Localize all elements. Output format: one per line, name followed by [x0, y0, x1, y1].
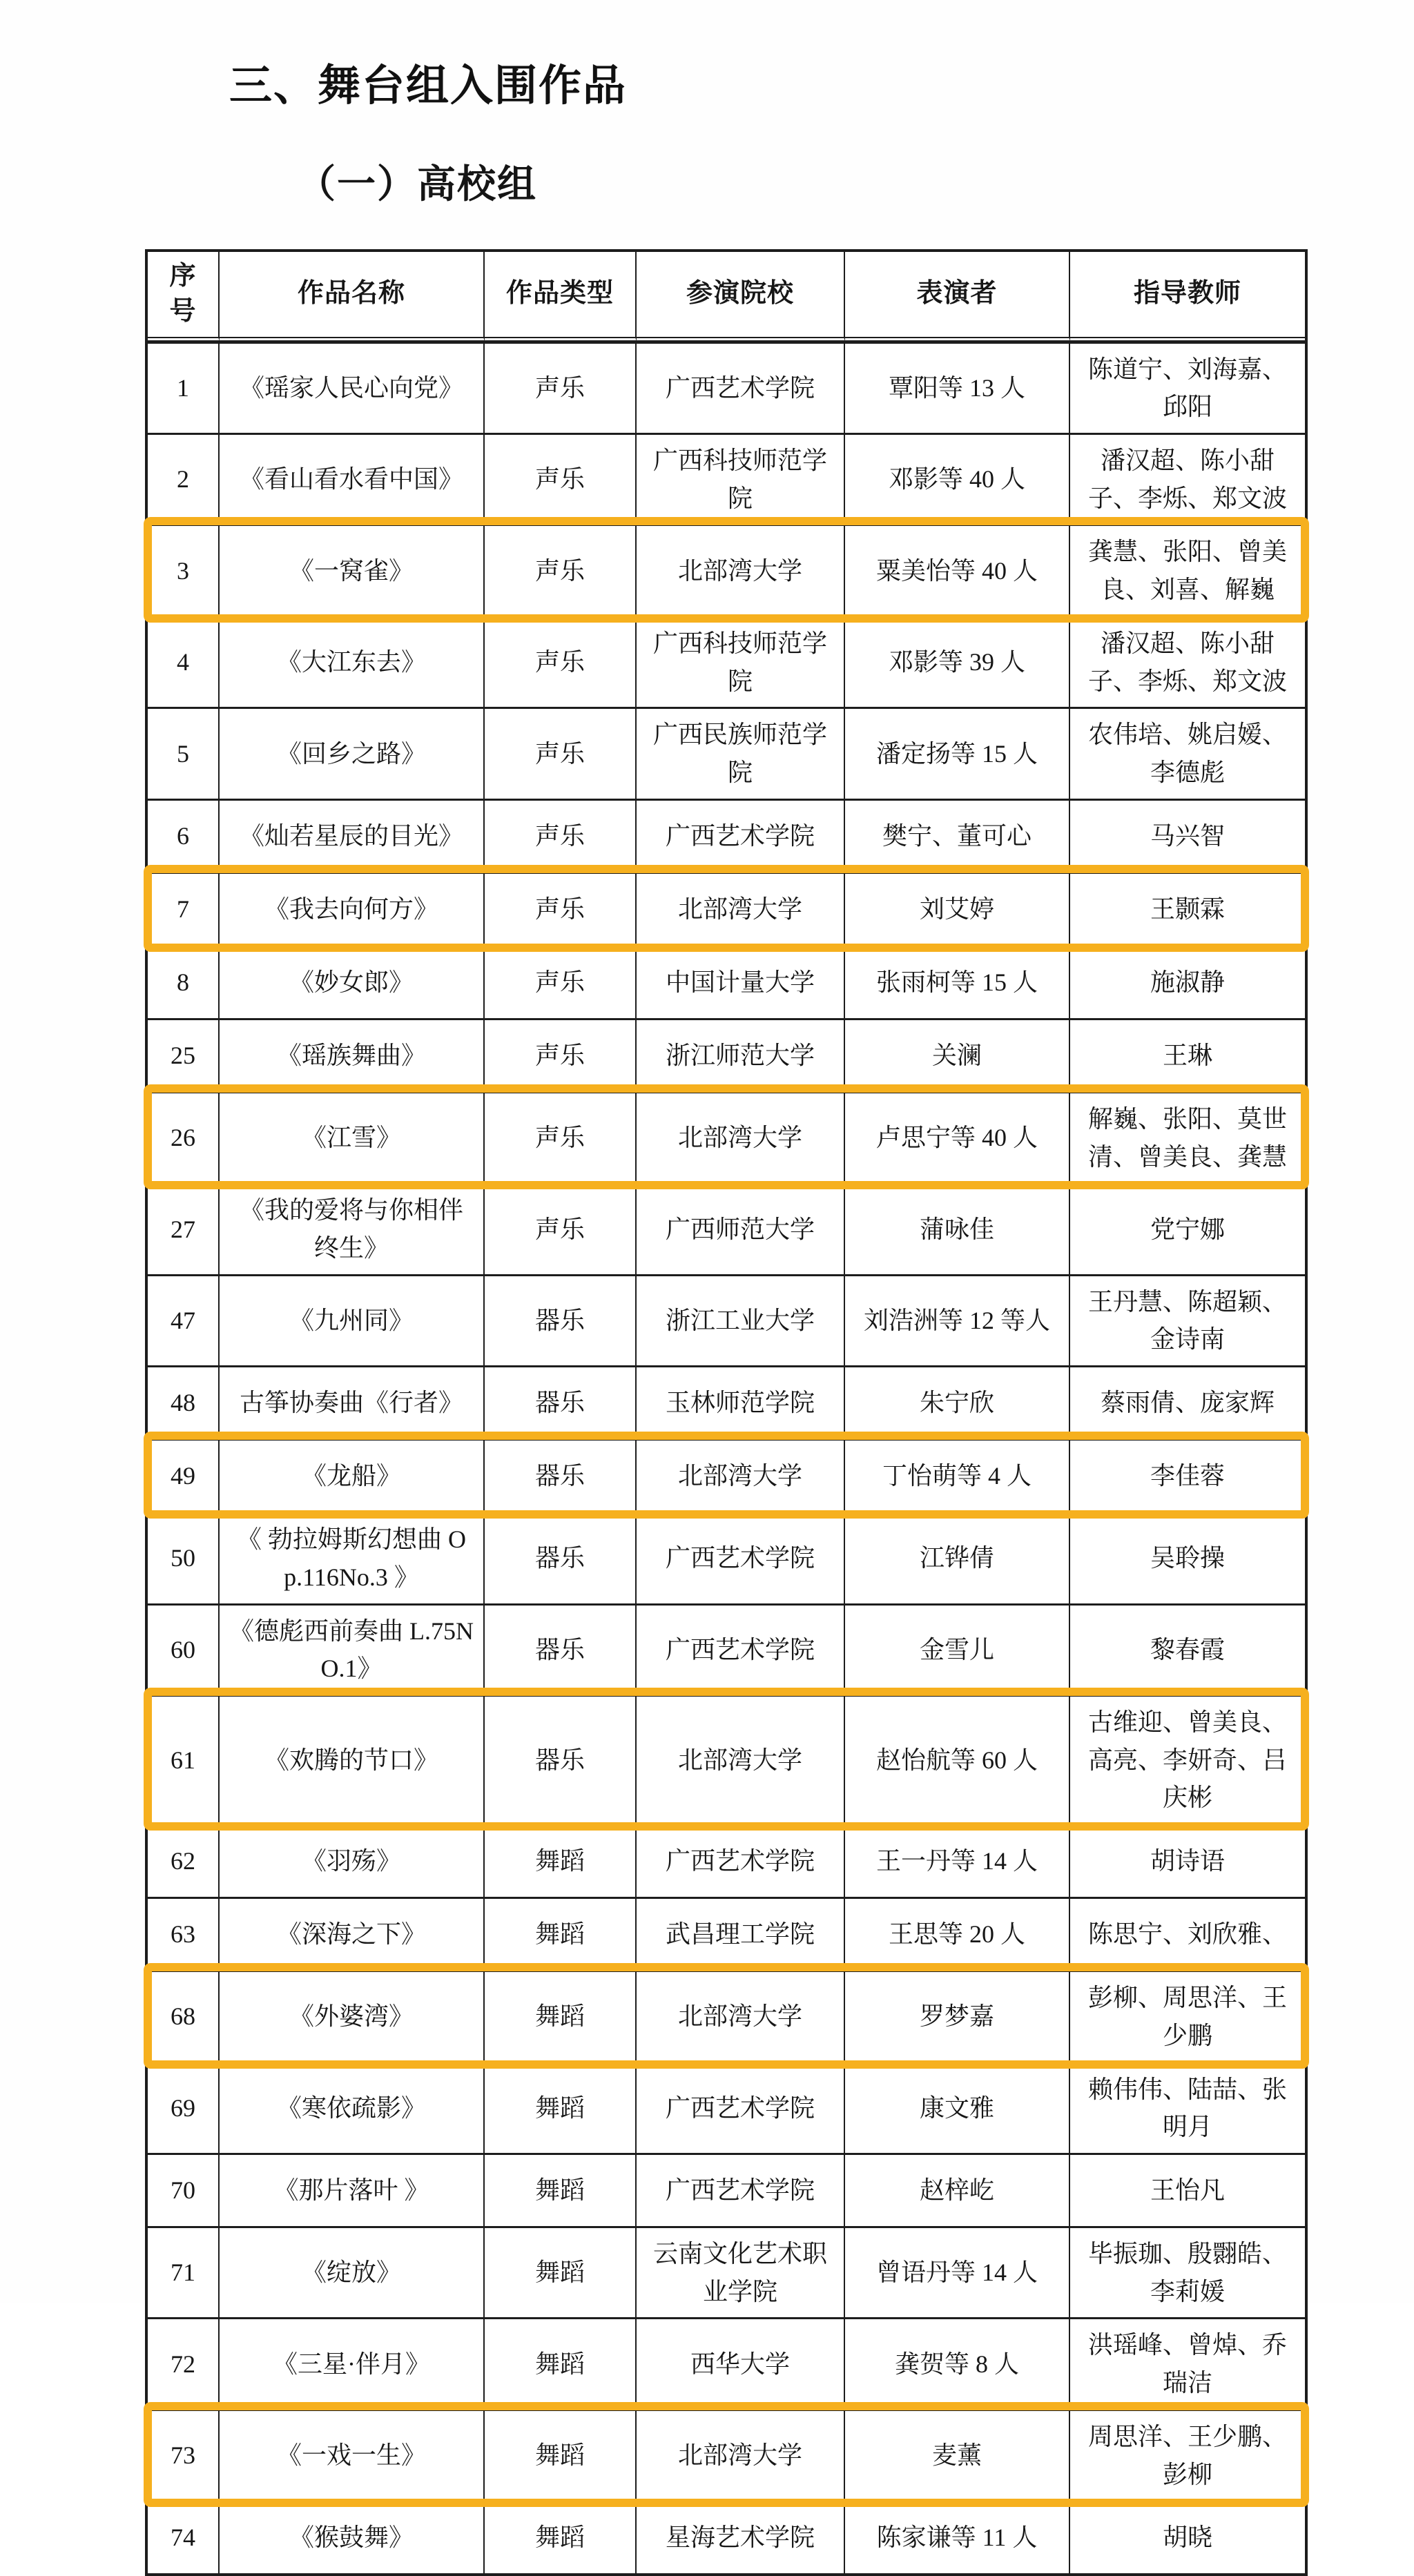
cell-school: 西华大学	[637, 2317, 845, 2408]
header-cell-school: 参演院校	[637, 252, 845, 342]
cell-serial-number: 5	[148, 707, 220, 798]
cell-serial-number: 2	[148, 433, 220, 524]
cell-performers: 朱宁欣	[845, 1365, 1070, 1438]
table-row	[148, 1018, 1305, 1091]
table-row-highlighted	[148, 1091, 1305, 1182]
cell-serial-number: 74	[148, 2500, 220, 2573]
cell-work-title: 《妙女郎》	[220, 945, 485, 1018]
cell-performers: 陈家谦等 11 人	[845, 2500, 1070, 2573]
cell-work-type: 声乐	[485, 945, 637, 1018]
cell-performers: 金雪儿	[845, 1603, 1070, 1695]
cell-work-type: 器乐	[485, 1603, 637, 1695]
table-row	[148, 2062, 1305, 2153]
cell-work-title: 《绽放》	[220, 2226, 485, 2317]
cell-performers: 卢思宁等 40 人	[845, 1091, 1070, 1182]
cell-teachers: 李佳蓉	[1070, 1438, 1305, 1512]
cell-teachers: 蔡雨倩、庞家辉	[1070, 1365, 1305, 1438]
cell-work-title: 《龙船》	[220, 1438, 485, 1512]
cell-work-type: 舞蹈	[485, 1970, 637, 2061]
cell-work-title: 《三星·伴月》	[220, 2317, 485, 2408]
cell-teachers: 陈道宁、刘海嘉、邱阳	[1070, 342, 1305, 433]
cell-work-type: 舞蹈	[485, 2409, 637, 2500]
cell-work-type: 器乐	[485, 1274, 637, 1365]
cell-teachers: 赖伟伟、陆喆、张明月	[1070, 2062, 1305, 2153]
cell-performers: 赵梓屹	[845, 2153, 1070, 2226]
cell-performers: 樊宁、董可心	[845, 799, 1070, 872]
table-row	[148, 799, 1305, 872]
cell-work-title: 《一戏一生》	[220, 2409, 485, 2500]
table-row-highlighted	[148, 524, 1305, 615]
cell-serial-number: 62	[148, 1824, 220, 1897]
cell-teachers: 王丹慧、陈超颖、金诗南	[1070, 1274, 1305, 1365]
cell-school: 广西艺术学院	[637, 1512, 845, 1603]
cell-work-type: 舞蹈	[485, 2317, 637, 2408]
cell-school: 北部湾大学	[637, 1695, 845, 1824]
cell-work-type: 舞蹈	[485, 2153, 637, 2226]
subsection-title: （一）高校组	[297, 164, 537, 206]
cell-teachers: 陈思宁、刘欣雅、	[1070, 1897, 1305, 1970]
cell-work-title: 《大江东去》	[220, 616, 485, 707]
cell-work-title: 《一窝雀》	[220, 524, 485, 615]
table-row	[148, 945, 1305, 1018]
table-row	[148, 1824, 1305, 1897]
cell-teachers: 胡诗语	[1070, 1824, 1305, 1897]
cell-performers: 王一丹等 14 人	[845, 1824, 1070, 1897]
table-row-highlighted	[148, 1438, 1305, 1512]
cell-serial-number: 25	[148, 1018, 220, 1091]
cell-work-type: 舞蹈	[485, 2226, 637, 2317]
cell-serial-number: 71	[148, 2226, 220, 2317]
cell-performers: 麦薰	[845, 2409, 1070, 2500]
cell-work-title: 《我去向何方》	[220, 872, 485, 945]
cell-school: 北部湾大学	[637, 1438, 845, 1512]
cell-performers: 邓影等 40 人	[845, 433, 1070, 524]
cell-work-title: 《德彪西前奏曲 L.75NO.1》	[220, 1603, 485, 1695]
cell-teachers: 毕振珈、殷翾皓、李莉媛	[1070, 2226, 1305, 2317]
cell-serial-number: 8	[148, 945, 220, 1018]
table-row-highlighted	[148, 1970, 1305, 2061]
table-row	[148, 433, 1305, 524]
cell-work-type: 舞蹈	[485, 1824, 637, 1897]
table-row	[148, 1182, 1305, 1274]
cell-school: 广西科技师范学院	[637, 433, 845, 524]
table-row	[148, 1603, 1305, 1695]
table-row	[148, 1365, 1305, 1438]
cell-school: 北部湾大学	[637, 872, 845, 945]
cell-performers: 赵怡航等 60 人	[845, 1695, 1070, 1824]
cell-work-type: 声乐	[485, 524, 637, 615]
cell-work-type: 声乐	[485, 1018, 637, 1091]
cell-work-title: 《欢腾的节口》	[220, 1695, 485, 1824]
cell-teachers: 施淑静	[1070, 945, 1305, 1018]
cell-school: 广西科技师范学院	[637, 616, 845, 707]
cell-serial-number: 48	[148, 1365, 220, 1438]
cell-serial-number: 7	[148, 872, 220, 945]
cell-school: 广西艺术学院	[637, 1824, 845, 1897]
table-row	[148, 2153, 1305, 2226]
cell-work-type: 声乐	[485, 799, 637, 872]
cell-serial-number: 26	[148, 1091, 220, 1182]
cell-performers: 丁怡萌等 4 人	[845, 1438, 1070, 1512]
cell-school: 中国计量大学	[637, 945, 845, 1018]
cell-performers: 关澜	[845, 1018, 1070, 1091]
cell-work-title: 《回乡之路》	[220, 707, 485, 798]
cell-performers: 江铧倩	[845, 1512, 1070, 1603]
cell-serial-number: 47	[148, 1274, 220, 1365]
cell-teachers: 黎春霞	[1070, 1603, 1305, 1695]
header-cell-teachers: 指导教师	[1070, 252, 1305, 342]
cell-teachers: 洪瑶峰、曾焯、乔瑞洁	[1070, 2317, 1305, 2408]
header-cell-work-type: 作品类型	[485, 252, 637, 342]
cell-serial-number: 50	[148, 1512, 220, 1603]
cell-teachers: 农伟培、姚启嫒、李德彪	[1070, 707, 1305, 798]
cell-school: 北部湾大学	[637, 524, 845, 615]
cell-work-title: 《看山看水看中国》	[220, 433, 485, 524]
table-row	[148, 1274, 1305, 1365]
cell-performers: 邓影等 39 人	[845, 616, 1070, 707]
cell-teachers: 彭柳、周思洋、王少鹏	[1070, 1970, 1305, 2061]
cell-serial-number: 63	[148, 1897, 220, 1970]
cell-work-title: 《瑶族舞曲》	[220, 1018, 485, 1091]
cell-serial-number: 6	[148, 799, 220, 872]
table-row	[148, 707, 1305, 798]
cell-serial-number: 61	[148, 1695, 220, 1824]
cell-school: 广西艺术学院	[637, 2062, 845, 2153]
cell-work-type: 器乐	[485, 1512, 637, 1603]
cell-work-title: 《灿若星辰的目光》	[220, 799, 485, 872]
table-row	[148, 2500, 1305, 2573]
cell-school: 云南文化艺术职业学院	[637, 2226, 845, 2317]
cell-work-type: 器乐	[485, 1365, 637, 1438]
cell-work-type: 声乐	[485, 1182, 637, 1274]
cell-teachers: 古维迎、曾美良、高亮、李妍奇、吕庆彬	[1070, 1695, 1305, 1824]
cell-work-type: 声乐	[485, 1091, 637, 1182]
cell-performers: 张雨柯等 15 人	[845, 945, 1070, 1018]
cell-work-type: 器乐	[485, 1438, 637, 1512]
cell-performers: 刘浩洲等 12 等人	[845, 1274, 1070, 1365]
cell-work-title: 古筝协奏曲《行者》	[220, 1365, 485, 1438]
cell-teachers: 党宁娜	[1070, 1182, 1305, 1274]
table-row	[148, 616, 1305, 707]
cell-teachers: 潘汉超、陈小甜子、李烁、郑文波	[1070, 616, 1305, 707]
cell-school: 北部湾大学	[637, 1970, 845, 2061]
cell-school: 玉林师范学院	[637, 1365, 845, 1438]
cell-performers: 罗梦嘉	[845, 1970, 1070, 2061]
cell-school: 广西师范大学	[637, 1182, 845, 1274]
cell-teachers: 周思洋、王少鹏、彭柳	[1070, 2409, 1305, 2500]
cell-performers: 蒲咏佳	[845, 1182, 1070, 1274]
cell-school: 星海艺术学院	[637, 2500, 845, 2573]
cell-school: 浙江工业大学	[637, 1274, 845, 1365]
table-row-highlighted	[148, 2409, 1305, 2500]
cell-teachers: 王颢霖	[1070, 872, 1305, 945]
shortlist-table	[145, 249, 1308, 2576]
cell-teachers: 马兴智	[1070, 799, 1305, 872]
cell-serial-number: 4	[148, 616, 220, 707]
cell-performers: 王思等 20 人	[845, 1897, 1070, 1970]
cell-serial-number: 27	[148, 1182, 220, 1274]
cell-performers: 粟美怡等 40 人	[845, 524, 1070, 615]
cell-performers: 康文雅	[845, 2062, 1070, 2153]
cell-work-type: 舞蹈	[485, 2500, 637, 2573]
cell-work-title: 《羽殇》	[220, 1824, 485, 1897]
cell-work-type: 舞蹈	[485, 1897, 637, 1970]
cell-serial-number: 73	[148, 2409, 220, 2500]
cell-work-type: 舞蹈	[485, 2062, 637, 2153]
header-cell-work-title: 作品名称	[220, 252, 485, 342]
cell-teachers: 解巍、张阳、莫世清、曾美良、龚慧	[1070, 1091, 1305, 1182]
section-title: 三、舞台组入围作品	[229, 62, 628, 110]
cell-teachers: 王琳	[1070, 1018, 1305, 1091]
table-row	[148, 2317, 1305, 2408]
cell-school: 广西艺术学院	[637, 2153, 845, 2226]
cell-work-title: 《瑶家人民心向党》	[220, 342, 485, 433]
cell-serial-number: 49	[148, 1438, 220, 1512]
cell-school: 北部湾大学	[637, 1091, 845, 1182]
header-cell-serial-number: 序号	[148, 252, 220, 342]
table-row-highlighted	[148, 872, 1305, 945]
cell-school: 广西民族师范学院	[637, 707, 845, 798]
cell-teachers: 胡晓	[1070, 2500, 1305, 2573]
cell-serial-number: 3	[148, 524, 220, 615]
cell-work-title: 《我的爱将与你相伴终生》	[220, 1182, 485, 1274]
cell-work-title: 《 勃拉姆斯幻想曲 Op.116No.3 》	[220, 1512, 485, 1603]
cell-performers: 龚贺等 8 人	[845, 2317, 1070, 2408]
cell-serial-number: 70	[148, 2153, 220, 2226]
cell-school: 广西艺术学院	[637, 342, 845, 433]
cell-work-title: 《江雪》	[220, 1091, 485, 1182]
cell-school: 广西艺术学院	[637, 799, 845, 872]
cell-teachers: 潘汉超、陈小甜子、李烁、郑文波	[1070, 433, 1305, 524]
cell-work-type: 器乐	[485, 1695, 637, 1824]
cell-work-type: 声乐	[485, 872, 637, 945]
cell-school: 北部湾大学	[637, 2409, 845, 2500]
cell-work-type: 声乐	[485, 707, 637, 798]
cell-work-title: 《寒依疏影》	[220, 2062, 485, 2153]
cell-work-title: 《那片落叶 》	[220, 2153, 485, 2226]
cell-school: 广西艺术学院	[637, 1603, 845, 1695]
table-row	[148, 342, 1305, 433]
cell-serial-number: 68	[148, 1970, 220, 2061]
table-row	[148, 1512, 1305, 1603]
cell-serial-number: 1	[148, 342, 220, 433]
cell-school: 武昌理工学院	[637, 1897, 845, 1970]
table-row-highlighted	[148, 1695, 1305, 1824]
cell-performers: 潘定扬等 15 人	[845, 707, 1070, 798]
cell-work-type: 声乐	[485, 342, 637, 433]
cell-performers: 刘艾婷	[845, 872, 1070, 945]
cell-performers: 曾语丹等 14 人	[845, 2226, 1070, 2317]
cell-serial-number: 72	[148, 2317, 220, 2408]
cell-school: 浙江师范大学	[637, 1018, 845, 1091]
cell-teachers: 王怡凡	[1070, 2153, 1305, 2226]
cell-work-type: 声乐	[485, 433, 637, 524]
cell-work-title: 《深海之下》	[220, 1897, 485, 1970]
table-row	[148, 1897, 1305, 1970]
cell-serial-number: 69	[148, 2062, 220, 2153]
cell-performers: 覃阳等 13 人	[845, 342, 1070, 433]
cell-work-type: 声乐	[485, 616, 637, 707]
cell-serial-number: 60	[148, 1603, 220, 1695]
cell-work-title: 《外婆湾》	[220, 1970, 485, 2061]
cell-teachers: 吴聆操	[1070, 1512, 1305, 1603]
cell-work-title: 《九州同》	[220, 1274, 485, 1365]
table-row	[148, 2226, 1305, 2317]
table-header-row	[148, 252, 1305, 342]
shortlist-table-wrapper	[145, 249, 1308, 2576]
cell-teachers: 龚慧、张阳、曾美良、刘喜、解巍	[1070, 524, 1305, 615]
header-cell-performers: 表演者	[845, 252, 1070, 342]
cell-work-title: 《猴鼓舞》	[220, 2500, 485, 2573]
